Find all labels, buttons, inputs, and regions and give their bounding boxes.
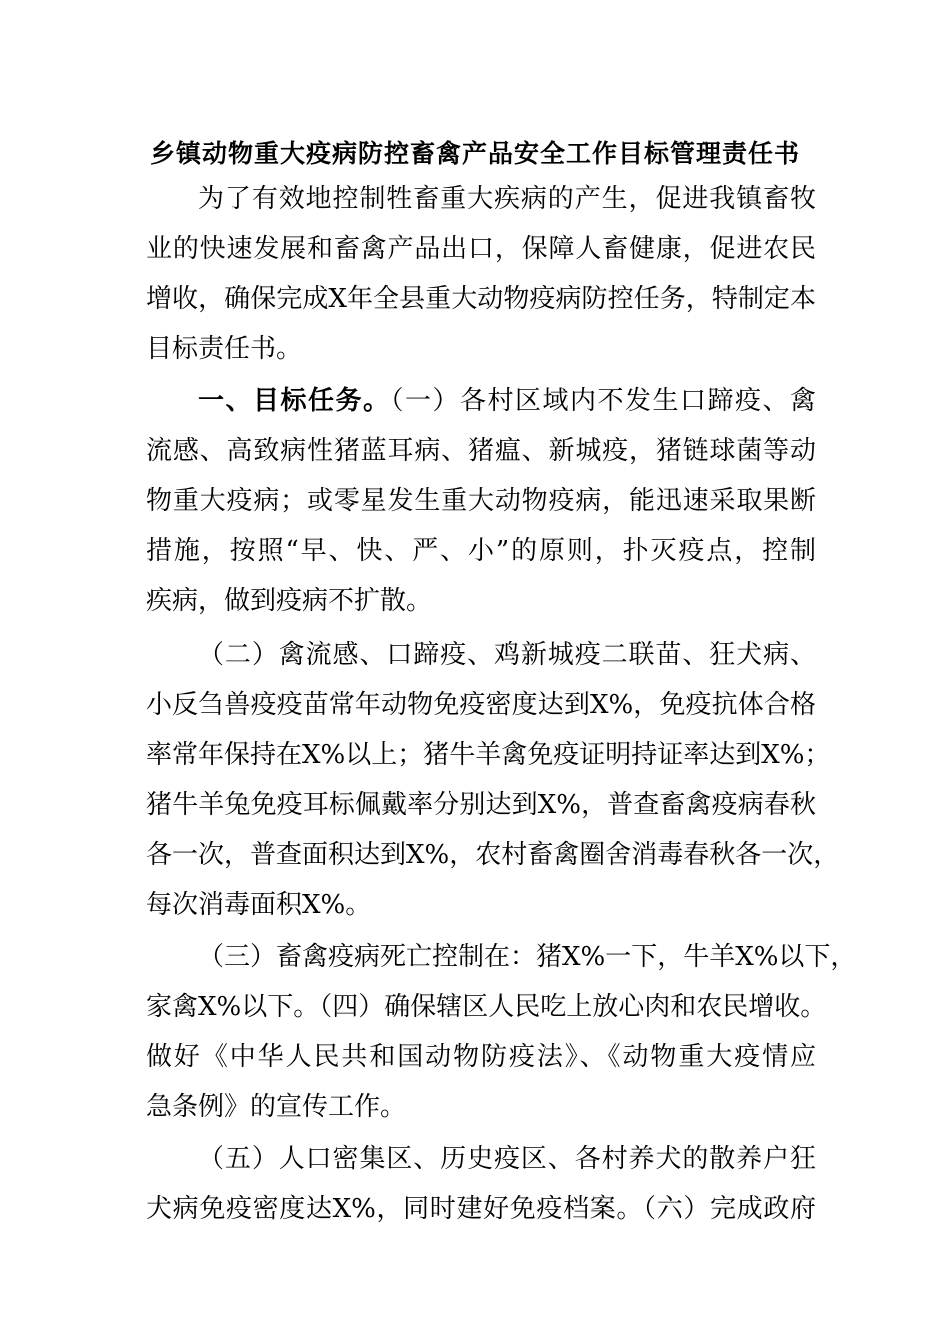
text-line [146, 526, 816, 576]
text-line [146, 426, 816, 476]
line-text: 增收，确保完成X年全县重大动物疫病防控任务，特制定本 [146, 284, 816, 314]
line-text: 做好《中华人民共和国动物防疫法》、《动物重大疫情应 [146, 1042, 816, 1072]
line-text: 家禽X%以下。（四）确保辖区人民吃上放心肉和农民增收。 [146, 992, 827, 1022]
line-text: 小反刍兽疫疫苗常年动物免疫密度达到X%，免疫抗体合格 [146, 690, 816, 720]
text-line [146, 274, 816, 324]
line-text: 急条例》的宣传工作。 [146, 1092, 407, 1122]
text-line [146, 324, 816, 374]
line-text: 流感、高致病性猪蓝耳病、猪瘟、新城疫，猪链球菌等动 [146, 436, 816, 466]
line-text: 目标责任书。 [146, 334, 303, 364]
section-heading: 一、目标任务。 [198, 386, 391, 416]
line-text: 业的快速发展和畜禽产品出口，保障人畜健康，促进农民 [146, 234, 816, 264]
text-line [146, 1184, 816, 1234]
line-text: 每次消毒面积X%。 [146, 890, 372, 920]
text-line [146, 780, 816, 830]
text-line [146, 982, 827, 1032]
line-text: （三）畜禽疫病死亡控制在：猪X%一下，牛羊X%以下， [198, 942, 857, 972]
line-text: （五）人口密集区、历史疫区、各村养犬的散养户狂 [198, 1144, 816, 1174]
text-line [146, 576, 816, 626]
text-line [198, 630, 816, 680]
line-text: 为了有效地控制牲畜重大疾病的产生，促进我镇畜牧 [198, 184, 816, 214]
text-line [146, 1032, 816, 1082]
text-line [146, 476, 816, 526]
text-line [146, 224, 816, 274]
line-text: （二）禽流感、口蹄疫、鸡新城疫二联苗、狂犬病、 [198, 640, 816, 670]
text-line [146, 680, 816, 730]
text-line [146, 880, 816, 930]
text-line [198, 174, 816, 224]
line-text: 措施，按照“早、快、严、小”的原则，扑灭疫点，控制 [146, 536, 816, 566]
line-text: 率常年保持在X%以上；猪牛羊禽免疫证明持证率达到X%； [146, 740, 831, 770]
line-text: 犬病免疫密度达X%，同时建好免疫档案。（六）完成政府 [146, 1194, 816, 1224]
line-text: 物重大疫病；或零星发生重大动物疫病，能迅速采取果断 [146, 486, 816, 516]
text-line [198, 932, 857, 982]
document-title: 乡镇动物重大疫病防控畜禽产品安全工作目标管理责任书 [149, 139, 800, 168]
text-line [146, 1082, 816, 1132]
line-text: 疾病，做到疫病不扩散。 [146, 586, 433, 616]
text-line [146, 730, 831, 780]
line-text: （一）各村区域内不发生口蹄疫、禽 [390, 386, 816, 416]
line-text: 各一次，普查面积达到X%，农村畜禽圈舍消毒春秋各一次， [146, 840, 840, 870]
text-line [146, 830, 840, 880]
line-text: 猪牛羊兔免疫耳标佩戴率分别达到X%，普查畜禽疫病春秋 [146, 790, 816, 820]
text-line [198, 376, 816, 426]
text-line [198, 1134, 816, 1184]
